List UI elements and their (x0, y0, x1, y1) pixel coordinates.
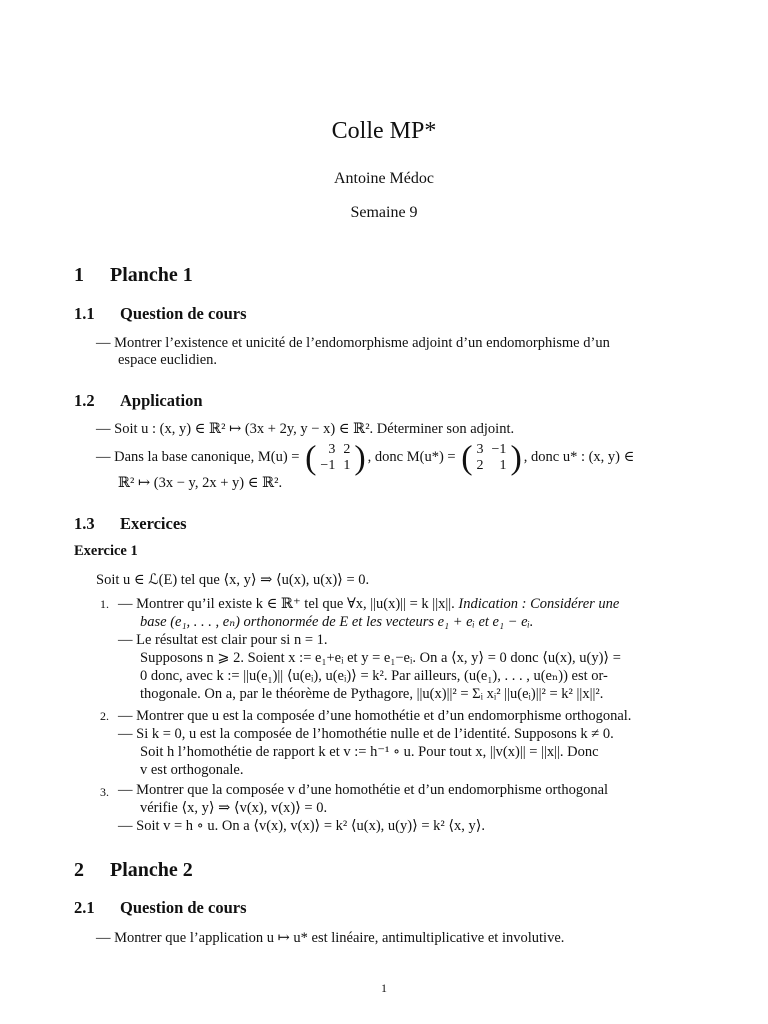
text-fragment: — Montrer qu’il existe k ∈ ℝ⁺ tel que ∀x, ||u(x)|| = k ||x||. (118, 596, 459, 612)
section-title: Planche 1 (110, 264, 193, 286)
matrix-entry: 2 (343, 442, 351, 458)
subsection-number: 1.1 (74, 304, 95, 323)
matrix-entry: 1 (499, 458, 507, 474)
text-line: — Montrer que la composée v d’une homothétie et d’un endomorphisme orthogonal (118, 782, 609, 798)
text-line: Supposons n ⩾ 2. Soient x := e₁+eᵢ et y = e₁−eᵢ. On a ⟨x, y⟩ = 0 donc ⟨u(x), u(y)⟩ = (140, 650, 621, 666)
matrix-M-u: ( 3 2 −1 1 ) (305, 439, 366, 477)
enum-label: 3. (100, 785, 109, 799)
subsection-1-3-heading (74, 514, 187, 534)
matrix-entry: −1 (491, 442, 507, 458)
text-line: — Le résultat est clair pour si n = 1. (118, 632, 328, 648)
document-title: Colle MP* (331, 118, 437, 144)
subsection-title: Question de cours (120, 304, 247, 323)
text-line: thogonale. On a, par le théorème de Pythagore, ||u(x)||² = Σᵢ xᵢ² ||u(eᵢ)||² = k² ||x||². (140, 686, 604, 702)
text-line: v est orthogonale. (140, 762, 244, 778)
subsection-2-1-heading (74, 898, 247, 918)
text-line-with-matrices (96, 439, 634, 476)
text-line: — Montrer que u est la composée d’une homothétie et d’un endomorphisme orthogonal. (118, 708, 632, 724)
subsection-title: Exercices (120, 514, 187, 533)
text-line: espace euclidien. (118, 352, 218, 368)
enum-label: 1. (100, 597, 109, 611)
text-fragment: — Dans la base canonique, M(u) = (96, 449, 300, 465)
document-week: Semaine 9 (350, 204, 418, 221)
section-1-heading (74, 264, 193, 287)
section-number: 1 (74, 264, 84, 286)
text-line: ℝ² ↦ (3x − y, 2x + y) ∈ ℝ². (118, 475, 283, 491)
text-line: — Soit v = h ∘ u. On a ⟨v(x), v(x)⟩ = k² ⟨u(x), u(y)⟩ = k² ⟨x, y⟩. (118, 818, 486, 834)
subsection-title: Question de cours (120, 898, 247, 917)
section-2-heading (74, 859, 193, 882)
hint-text: base (e₁, . . . , eₙ) orthonormée de E et les vecteurs e₁ + eᵢ et e₁ − eᵢ. (140, 614, 534, 630)
matrix-entry: 2 (476, 458, 484, 474)
matrix-entry: −1 (320, 458, 336, 474)
text-line: — Si k = 0, u est la composée de l’homothétie nulle et de l’identité. Supposons k ≠ 0. (118, 726, 614, 742)
section-title: Planche 2 (110, 859, 193, 881)
text-line: Soit h l’homothétie de rapport k et v := h⁻¹ ∘ u. Pour tout x, ||v(x)|| = ||x||. Donc (140, 744, 599, 760)
matrix-entry: 1 (343, 458, 351, 474)
hint-text: Indication : Considérer une (458, 596, 620, 612)
subsection-title: Application (120, 391, 203, 410)
text-fragment: , donc u* : (x, y) ∈ (523, 449, 635, 465)
document-author: Antoine Médoc (334, 170, 434, 187)
text-line (118, 595, 619, 613)
subsection-number: 2.1 (74, 898, 95, 917)
subsection-number: 1.3 (74, 514, 95, 533)
section-number: 2 (74, 859, 84, 881)
text-line: 0 donc, avec k := ||u(e₁)|| ⟨u(eᵢ), u(eᵢ)⟩ = k². Par ailleurs, (u(e₁), . . . , u(eₙ)) est or- (140, 668, 608, 684)
matrix-entry: 3 (476, 442, 484, 458)
subsection-1-2-heading (74, 391, 203, 411)
matrix-M-u-star: ( 3 −1 2 1 ) (461, 439, 522, 477)
text-line: vérifie ⟨x, y⟩ ⇒ ⟨v(x), v(x)⟩ = 0. (140, 800, 328, 816)
exercise-title: Exercice 1 (74, 543, 138, 559)
exercise-intro: Soit u ∈ ℒ(E) tel que ⟨x, y⟩ ⇒ ⟨u(x), u(x)⟩ = 0. (96, 572, 370, 588)
subsection-1-1-heading (74, 304, 247, 324)
enum-label: 2. (100, 709, 109, 723)
matrix-entry: 3 (328, 442, 336, 458)
text-line: — Soit u : (x, y) ∈ ℝ² ↦ (3x + 2y, y − x) ∈ ℝ². Déterminer son adjoint. (96, 421, 515, 437)
subsection-number: 1.2 (74, 391, 95, 410)
text-line: — Montrer que l’application u ↦ u* est linéaire, antimultiplicative et involutive. (96, 930, 565, 946)
text-fragment: , donc M(u*) = (367, 449, 456, 465)
page-number: 1 (381, 981, 387, 995)
text-line: — Montrer l’existence et unicité de l’endomorphisme adjoint d’un endomorphisme d’un (96, 335, 610, 351)
